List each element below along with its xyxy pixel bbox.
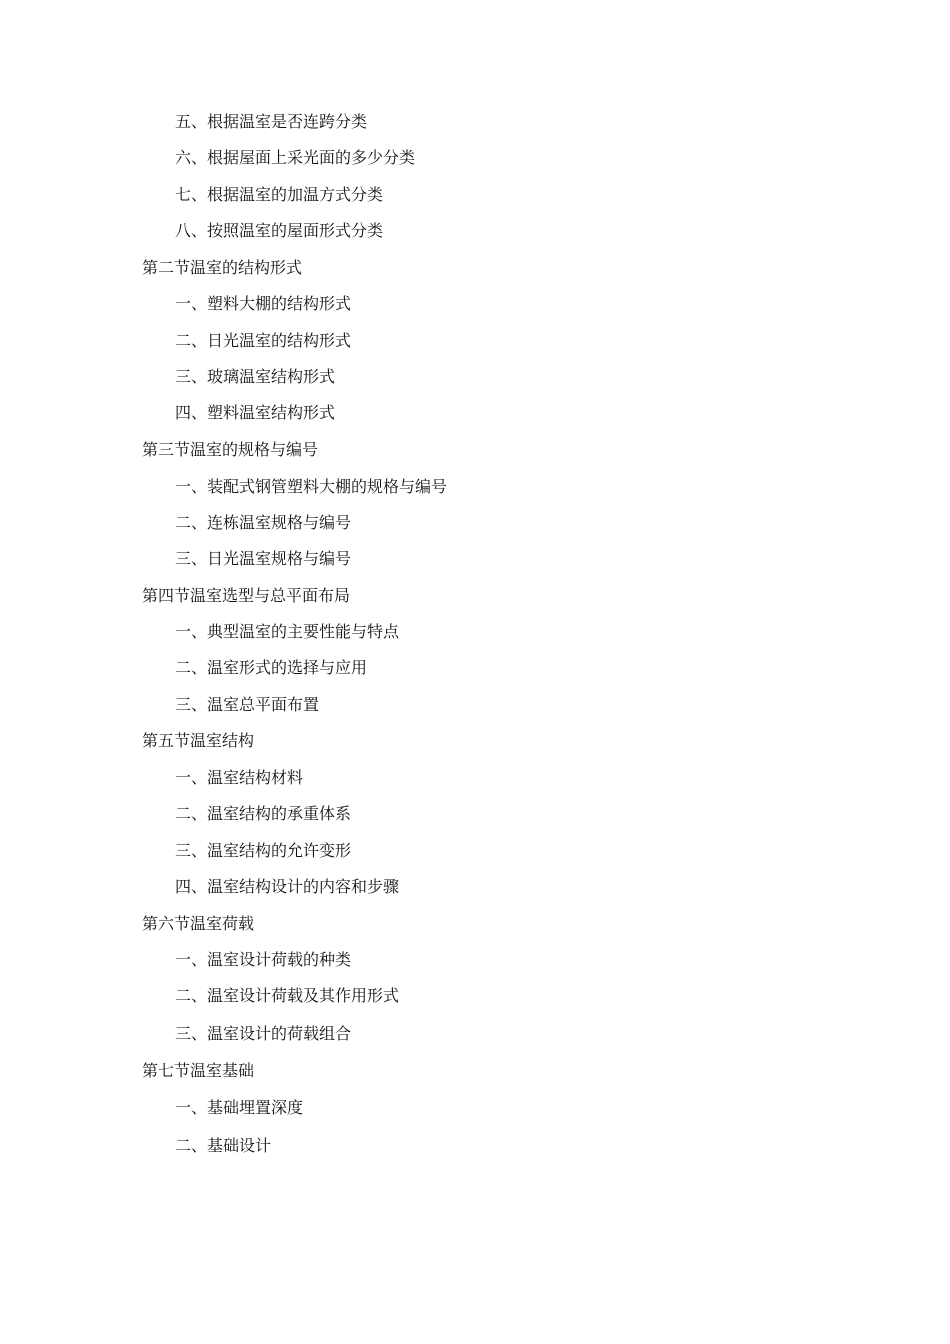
toc-section-heading: 第七节温室基础 — [142, 1061, 255, 1080]
toc-entry: 二、温室结构的承重体系 — [175, 804, 352, 823]
toc-entry: 二、温室设计荷载及其作用形式 — [175, 986, 400, 1005]
toc-section-heading: 第五节温室结构 — [142, 731, 255, 750]
toc-entry: 三、温室设计的荷载组合 — [175, 1024, 352, 1043]
toc-entry: 二、连栋温室规格与编号 — [175, 513, 352, 532]
toc-entry: 三、日光温室规格与编号 — [175, 549, 352, 568]
toc-section-heading: 第三节温室的规格与编号 — [142, 440, 319, 459]
toc-section-heading: 第二节温室的结构形式 — [142, 258, 303, 277]
toc-entry: 一、装配式钢管塑料大棚的规格与编号 — [175, 477, 448, 496]
toc-entry: 三、玻璃温室结构形式 — [175, 367, 336, 386]
toc-entry: 一、温室结构材料 — [175, 768, 304, 787]
toc-entry: 四、温室结构设计的内容和步骤 — [175, 877, 400, 896]
toc-entry: 一、典型温室的主要性能与特点 — [175, 622, 400, 641]
toc-entry: 二、基础设计 — [175, 1136, 272, 1155]
toc-entry: 六、根据屋面上采光面的多少分类 — [175, 148, 416, 167]
toc-entry: 四、塑料温室结构形式 — [175, 403, 336, 422]
toc-entry: 二、温室形式的选择与应用 — [175, 658, 368, 677]
toc-entry: 二、日光温室的结构形式 — [175, 331, 352, 350]
toc-section-heading: 第六节温室荷载 — [142, 914, 255, 933]
toc-section-heading: 第四节温室选型与总平面布局 — [142, 586, 351, 605]
toc-entry: 一、温室设计荷载的种类 — [175, 950, 352, 969]
toc-entry: 一、塑料大棚的结构形式 — [175, 294, 352, 313]
toc-entry: 三、温室结构的允许变形 — [175, 841, 352, 860]
toc-entry: 七、根据温室的加温方式分类 — [175, 185, 384, 204]
toc-entry: 五、根据温室是否连跨分类 — [175, 112, 368, 131]
toc-entry: 八、按照温室的屋面形式分类 — [175, 221, 384, 240]
toc-entry: 一、基础埋置深度 — [175, 1098, 304, 1117]
toc-entry: 三、温室总平面布置 — [175, 695, 320, 714]
